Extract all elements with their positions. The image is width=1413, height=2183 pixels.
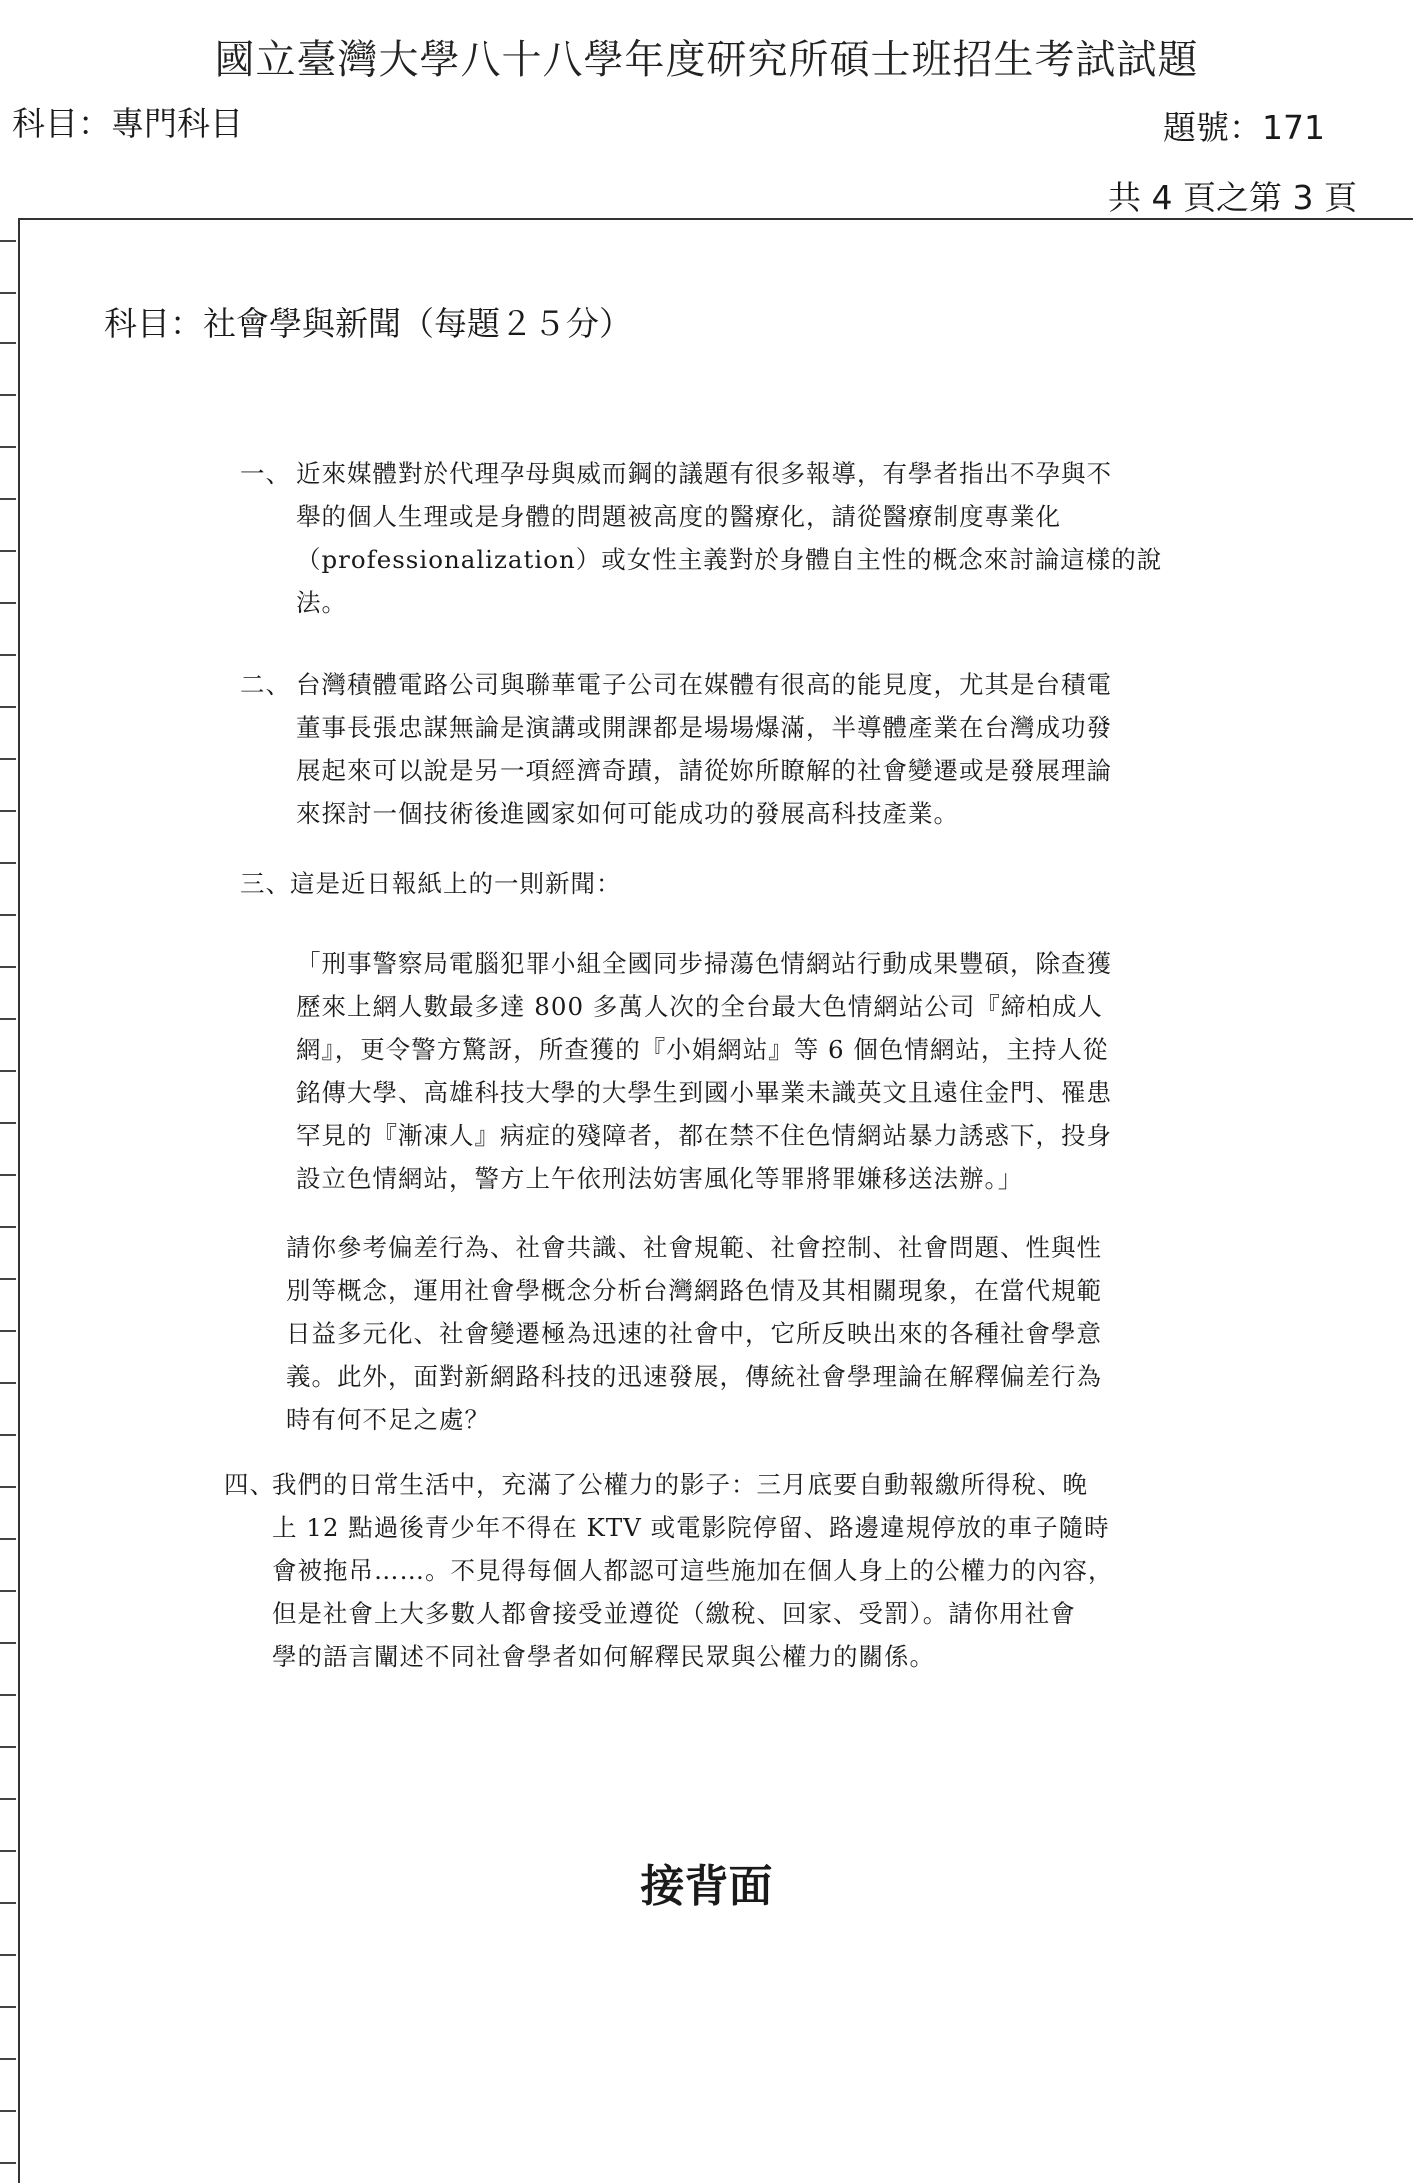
margin-tick (0, 342, 16, 344)
question-line: 但是社會上大多數人都會接受並遵從（繳稅、回家、受罰）。請你用社會 (272, 1599, 1076, 1628)
margin-tick (0, 1954, 16, 1956)
margin-tick (0, 966, 16, 968)
news-quote-line: 歷來上網人數最多達 800 多萬人次的全台最大色情網站公司『締柏成人 (296, 992, 1103, 1021)
question-line: 展起來可以說是另一項經濟奇蹟，請從妳所瞭解的社會變遷或是發展理論 (296, 756, 1112, 785)
subject-heading: 科目：社會學與新聞（每題２５分） (104, 304, 632, 343)
news-quote-line: 罕見的『漸凍人』病症的殘障者，都在禁不住色情網站暴力誘惑下，投身 (296, 1121, 1112, 1150)
margin-tick (0, 2110, 16, 2112)
margin-tick (0, 2162, 16, 2164)
margin-tick (0, 1798, 16, 1800)
margin-tick (0, 706, 16, 708)
question-line: 舉的個人生理或是身體的問題被高度的醫療化，請從醫療制度專業化 (296, 502, 1061, 531)
question-line: 法。 (296, 588, 347, 617)
margin-tick (0, 2006, 16, 2008)
margin-tick (0, 240, 16, 242)
margin-tick (0, 446, 16, 448)
margin-tick (0, 914, 16, 916)
question-line: 董事長張忠謀無論是演講或開課都是場場爆滿，半導體產業在台灣成功發 (296, 713, 1112, 742)
question-line: 別等概念，運用社會學概念分析台灣網路色情及其相關現象，在當代規範 (286, 1276, 1102, 1305)
margin-tick (0, 1018, 16, 1020)
margin-tick (0, 498, 16, 500)
news-quote-line: 設立色情網站，警方上午依刑法妨害風化等罪將罪嫌移送法辦。」 (296, 1164, 1024, 1193)
margin-tick (0, 1330, 16, 1332)
margin-tick (0, 1486, 16, 1488)
margin-tick (0, 810, 16, 812)
margin-tick (0, 1174, 16, 1176)
question-line: 義。此外，面對新網路科技的迅速發展，傳統社會學理論在解釋偏差行為 (286, 1362, 1102, 1391)
margin-tick (0, 1694, 16, 1696)
continue-on-back-note: 接背面 (640, 1861, 773, 1912)
margin-tick (0, 1278, 16, 1280)
margin-tick (0, 2058, 16, 2060)
question-number: 題號：171 (1163, 108, 1325, 147)
question-line: 來探討一個技術後進國家如何可能成功的發展高科技產業。 (296, 799, 959, 828)
margin-tick (0, 1590, 16, 1592)
news-quote-line: 銘傳大學、高雄科技大學的大學生到國小畢業未識英文且遠住金門、罹患 (296, 1078, 1112, 1107)
margin-tick (0, 1382, 16, 1384)
question-number-label: 一、 (240, 459, 291, 488)
question-line: 我們的日常生活中，充滿了公權力的影子：三月底要自動報繳所得稅、晚 (272, 1470, 1088, 1499)
margin-tick (0, 394, 16, 396)
question-number-label: 四、 (224, 1470, 275, 1499)
question-line: 時有何不足之處？ (286, 1405, 490, 1434)
exam-title: 國立臺灣大學八十八學年度研究所碩士班招生考試試題 (214, 37, 1199, 83)
question-number-label: 三、 (240, 869, 291, 898)
question-line: （professionalization）或女性主義對於身體自主性的概念來討論這樣的說 (296, 545, 1163, 574)
margin-tick (0, 1226, 16, 1228)
question-line: 台灣積體電路公司與聯華電子公司在媒體有很高的能見度，尤其是台積電 (296, 670, 1112, 699)
news-quote-line: 網』，更令警方驚訝，所查獲的『小娟網站』等 6 個色情網站，主持人從 (296, 1035, 1109, 1064)
subject-label-top: 科目：專門科目 (12, 104, 243, 143)
margin-tick (0, 550, 16, 552)
margin-tick (0, 1538, 16, 1540)
question-line: 請你參考偏差行為、社會共識、社會規範、社會控制、社會問題、性與性 (286, 1233, 1102, 1262)
question-line: 上 12 點過後青少年不得在 KTV 或電影院停留、路邊違規停放的車子隨時 (272, 1513, 1110, 1542)
margin-tick (0, 862, 16, 864)
margin-tick (0, 654, 16, 656)
question-line: 學的語言闡述不同社會學者如何解釋民眾與公權力的關係。 (272, 1642, 935, 1671)
margin-tick (0, 758, 16, 760)
margin-tick (0, 1642, 16, 1644)
question-line: 日益多元化、社會變遷極為迅速的社會中，它所反映出來的各種社會學意 (286, 1319, 1102, 1348)
question-line: 近來媒體對於代理孕母與威而鋼的議題有很多報導，有學者指出不孕與不 (296, 459, 1112, 488)
question-number-label: 二、 (240, 670, 291, 699)
news-quote-line: 「刑事警察局電腦犯罪小組全國同步掃蕩色情網站行動成果豐碩，除查獲 (296, 949, 1112, 978)
margin-tick (0, 1122, 16, 1124)
page-count: 共 4 頁之第 3 頁 (1108, 178, 1357, 217)
margin-tick (0, 1070, 16, 1072)
question-line: 會被拖吊……。不見得每個人都認可這些施加在個人身上的公權力的內容， (272, 1556, 1114, 1585)
margin-tick (0, 602, 16, 604)
margin-tick (0, 292, 16, 294)
margin-tick (0, 1434, 16, 1436)
margin-tick (0, 1746, 16, 1748)
question-intro: 這是近日報紙上的一則新聞： (290, 869, 622, 898)
